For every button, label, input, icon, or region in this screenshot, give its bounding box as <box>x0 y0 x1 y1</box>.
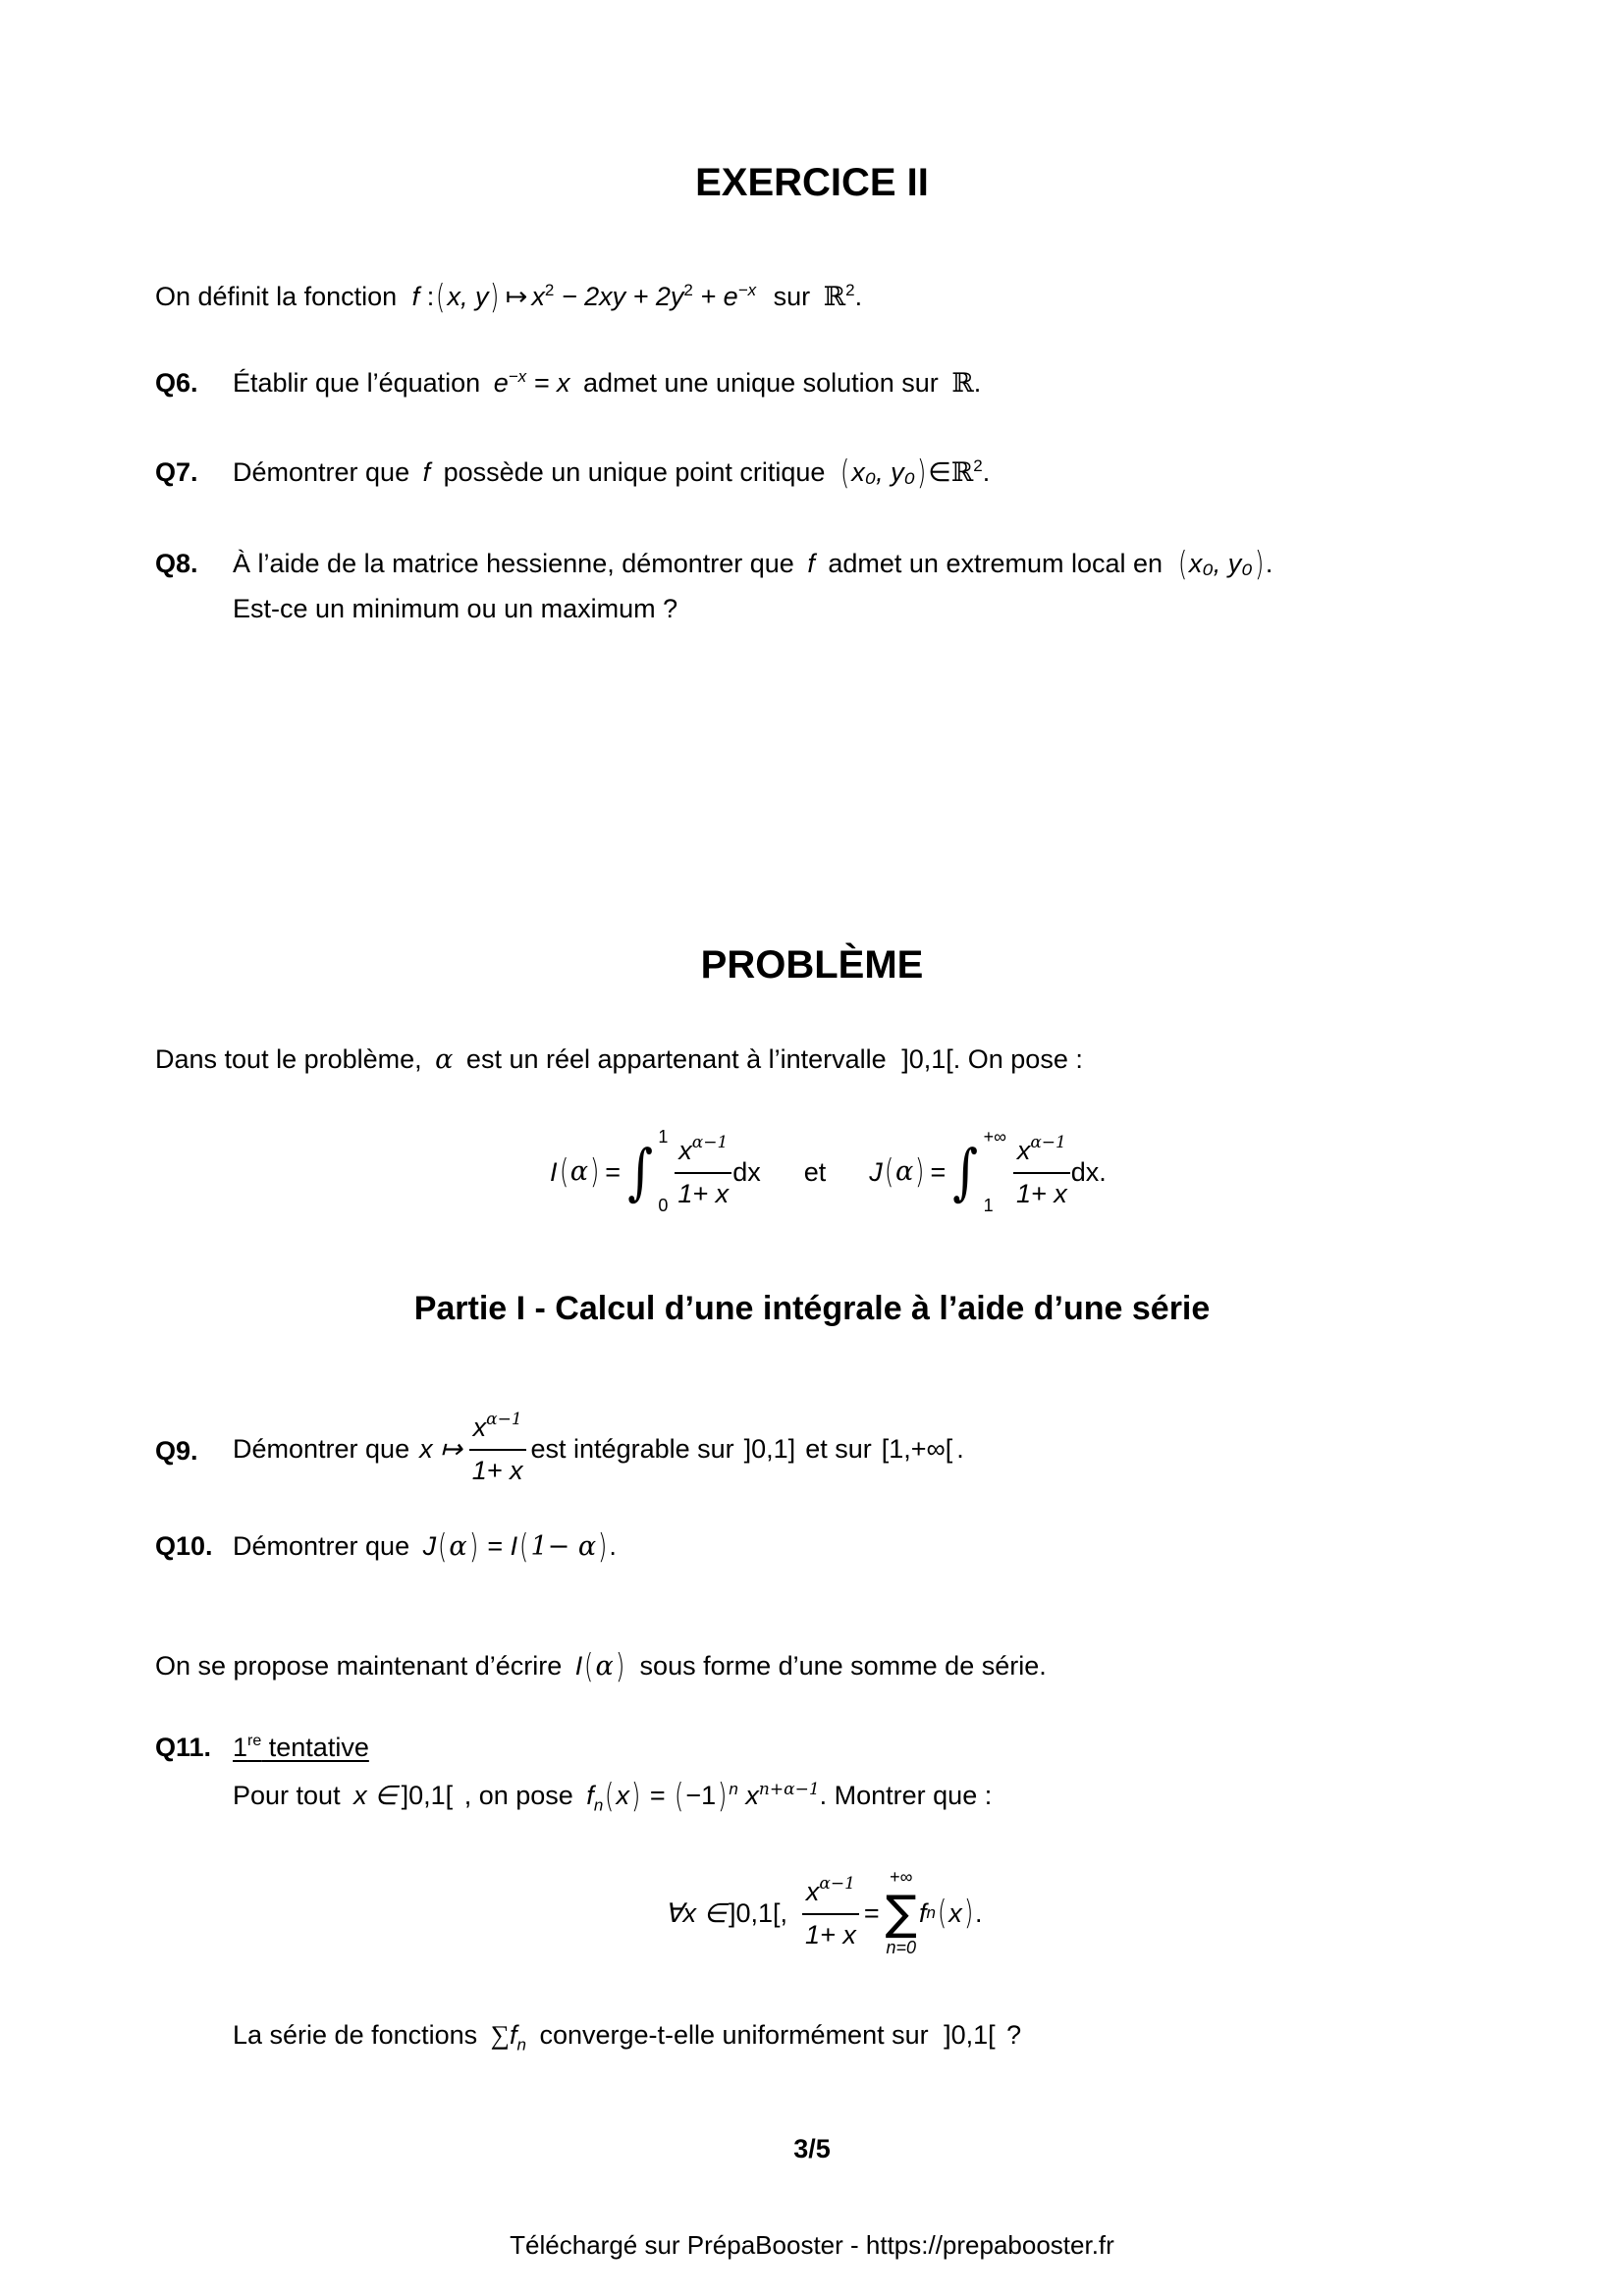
exponent: 2 <box>845 281 855 299</box>
question-q8 <box>233 545 1273 584</box>
math-argument: 1− α <box>530 1531 597 1562</box>
exponent: 2 <box>683 281 693 299</box>
math-x: x <box>678 1136 692 1166</box>
interval: ]0,1[ <box>901 1044 953 1074</box>
period: . <box>1265 549 1273 578</box>
paren-close: ) <box>590 1152 600 1192</box>
q11-question <box>233 2019 1022 2055</box>
intro-text: est un réel appartenant à l’intervalle <box>465 1044 887 1074</box>
math-x-in: x ∈ <box>353 1781 398 1810</box>
transition-text-b: sous forme d’une somme de série. <box>639 1651 1047 1681</box>
exercise-title: EXERCICE II <box>695 161 929 204</box>
fraction <box>1012 1135 1071 1208</box>
element-of-symbol: ∈ <box>928 457 951 487</box>
denominator: 1+ x <box>805 1919 856 1949</box>
question-q8-line2: Est-ce un minimum ou un maximum ? <box>233 594 678 623</box>
math-e: e <box>493 368 509 398</box>
question-text: possède un unique point critique <box>443 457 826 487</box>
math-f: f <box>422 457 431 487</box>
math-expr: − 2xy + 2y <box>554 282 684 311</box>
real-set-symbol: ℝ <box>951 368 974 399</box>
equals-sign: = <box>605 1156 622 1187</box>
question-label-q8: Q8. <box>155 549 198 578</box>
ordinal-suffix: re <box>247 1733 262 1749</box>
exponent: α−1 <box>486 1410 522 1430</box>
numerator <box>469 1412 526 1450</box>
period: . <box>973 368 982 398</box>
math-x: x <box>531 282 545 311</box>
paren-close: ) <box>718 1777 728 1816</box>
page-number: 3/5 <box>793 2134 831 2163</box>
fraction <box>468 1412 527 1485</box>
math-point: x₀, y₀ <box>851 457 915 487</box>
integral-sign: ∫ <box>627 1136 654 1207</box>
question-q6 <box>233 367 981 400</box>
math-alpha: α <box>595 1651 614 1682</box>
math-x: x <box>616 1781 630 1810</box>
question-text: admet un extremum local en <box>828 549 1164 578</box>
math-I: I <box>550 1156 558 1187</box>
paren-open: ( <box>839 454 850 493</box>
problem-intro <box>155 1043 1083 1076</box>
transition-text-a: On se propose maintenant d’écrire <box>155 1651 563 1681</box>
math-eq: = x <box>526 368 570 398</box>
math-f: f <box>586 1781 594 1810</box>
equals-sign: = <box>479 1531 511 1561</box>
sum-lower-bound: n=0 <box>886 1938 917 1958</box>
real-set-symbol: ℝ <box>950 457 974 488</box>
question-text: Démontrer que <box>233 1433 410 1464</box>
forall-x-in: ∀x ∈ <box>665 1897 727 1928</box>
lower-limit: 0 <box>658 1196 669 1216</box>
math-f: f <box>918 1897 927 1928</box>
question-text: , on pose <box>463 1781 573 1810</box>
period: . <box>854 282 863 311</box>
period: . <box>609 1531 617 1561</box>
summation <box>886 1867 917 1959</box>
numerator <box>675 1135 731 1173</box>
paren-close: ) <box>615 1647 625 1686</box>
question-label-q11: Q11. <box>155 1733 212 1762</box>
math-J: J <box>422 1531 437 1561</box>
exponent: −x <box>737 281 757 299</box>
integral-definitions <box>550 1119 1107 1225</box>
denominator: 1+ x <box>677 1178 730 1208</box>
paren-close: ) <box>1254 545 1264 584</box>
math-x: x <box>948 1897 962 1928</box>
exponent: α−1 <box>691 1133 729 1153</box>
math-x: x <box>1016 1136 1031 1166</box>
question-q7 <box>233 454 991 493</box>
paren-open: ( <box>605 1777 615 1816</box>
exercise-intro <box>155 278 863 317</box>
sigma-symbol: ∑ <box>490 2020 510 2050</box>
paren-open: ( <box>884 1152 894 1192</box>
paren-open: ( <box>675 1777 684 1816</box>
intro-text: On définit la fonction <box>155 282 398 311</box>
exponent: 2 <box>973 456 983 475</box>
math-I: I <box>510 1531 518 1561</box>
upper-limit: 1 <box>658 1127 669 1147</box>
heading-text: tentative <box>261 1733 369 1762</box>
interval: ]0,1] <box>743 1433 796 1464</box>
upper-limit: +∞ <box>983 1127 1006 1147</box>
mapsto-symbol: ↦ <box>505 282 528 311</box>
real-set-symbol: ℝ <box>823 282 846 312</box>
q11-heading <box>233 1732 369 1763</box>
math-colon: : <box>419 282 435 311</box>
paren-open: ( <box>519 1527 529 1567</box>
question-label-q10: Q10. <box>155 1531 213 1561</box>
math-x: x <box>472 1413 487 1443</box>
question-text: est intégrable sur <box>530 1433 734 1464</box>
differential: dx. <box>1070 1156 1107 1187</box>
integral-limits <box>658 1127 668 1217</box>
question-label-q7: Q7. <box>155 457 198 487</box>
exponent: n <box>729 1780 738 1798</box>
fraction <box>674 1135 732 1208</box>
exponent: α−1 <box>819 1874 855 1895</box>
question-text: Pour tout <box>233 1781 341 1810</box>
paren-open: ( <box>584 1647 594 1686</box>
denominator: 1+ x <box>1015 1178 1067 1208</box>
question-text: Démontrer que <box>233 457 410 487</box>
question-q9 <box>233 1396 964 1502</box>
paren-close: ) <box>468 1527 478 1567</box>
integral-sign: ∫ <box>952 1136 979 1207</box>
period: . <box>956 1433 964 1464</box>
equals-sign: = <box>930 1156 947 1187</box>
paren-close: ) <box>598 1527 608 1567</box>
question-label-q9: Q9. <box>155 1436 198 1466</box>
paren-open: ( <box>559 1152 568 1192</box>
paren-open: ( <box>436 278 446 317</box>
math-exp: + e <box>692 282 738 311</box>
integral-limits <box>984 1127 1006 1217</box>
exponent: n+α−1 <box>758 1780 820 1799</box>
question-mark: ? <box>999 2020 1022 2050</box>
numerator <box>1013 1135 1070 1173</box>
math-alpha: α <box>569 1155 589 1187</box>
math-f: f <box>807 549 815 578</box>
fraction <box>801 1876 860 1949</box>
equals-sign: = <box>642 1781 674 1810</box>
transition-text <box>155 1647 1047 1686</box>
math-alpha: α <box>895 1155 914 1187</box>
differential: dx <box>732 1156 761 1187</box>
paren-close: ) <box>963 1894 973 1933</box>
interval: ]0,1[, <box>729 1897 788 1928</box>
exponent: 2 <box>544 281 555 299</box>
intro-text: Dans tout le problème, <box>155 1044 422 1074</box>
question-q10 <box>233 1527 617 1567</box>
question-text: À l’aide de la matrice hessienne, démontrer que <box>233 549 794 578</box>
math-alpha: α <box>435 1044 454 1075</box>
question-text: converge-t-elle uniformément sur <box>539 2020 929 2050</box>
intro-sur: sur <box>773 282 811 311</box>
series-equation: ∀x ∈ ]0,1[, $\frac{x^{\alpha-1}}{1+ x}$ = +∞ ∑ n=0 f n ( x ) . <box>665 1867 983 1958</box>
interval: ]0,1[ <box>401 1781 454 1810</box>
question-text: La série de fonctions <box>233 2020 478 2050</box>
paren-close: ) <box>631 1777 641 1816</box>
exponent: −x <box>508 367 527 386</box>
part-title: Partie I - Calcul d’une intégrale à l’aide d’une série <box>413 1290 1211 1327</box>
intro-text: . On pose : <box>952 1044 1083 1074</box>
math-map: x ↦ <box>419 1433 462 1464</box>
paren-close: ) <box>916 454 927 493</box>
subscript: n <box>516 2035 526 2055</box>
question-text: Démontrer que <box>233 1531 410 1561</box>
math-alpha: α <box>449 1531 467 1562</box>
conjunction-et: et <box>803 1156 827 1187</box>
q11-definition <box>233 1777 993 1816</box>
math-f: f <box>411 282 420 311</box>
math-x: x <box>805 1877 820 1907</box>
sum-upper-bound: +∞ <box>890 1867 913 1888</box>
denominator: 1+ x <box>471 1455 523 1485</box>
math-J: J <box>869 1156 883 1187</box>
period: . <box>974 1897 983 1928</box>
problem-title: PROBLÈME <box>700 943 924 987</box>
math-f: f <box>509 2020 517 2050</box>
math-minus-one: −1 <box>685 1781 717 1810</box>
heading-number: 1 <box>233 1733 248 1762</box>
math-xy: x, y <box>447 282 489 311</box>
question-text: . Montrer que : <box>819 1781 993 1810</box>
subscript: n <box>593 1795 604 1815</box>
paren-open: ( <box>1177 545 1187 584</box>
paren-open: ( <box>438 1527 448 1567</box>
footer-download-notice: Téléchargé sur PrépaBooster - https://prepabooster.fr <box>510 2230 1114 2260</box>
paren-close: ) <box>915 1152 925 1192</box>
math-point: x₀, y₀ <box>1188 549 1253 578</box>
exponent: α−1 <box>1030 1133 1066 1153</box>
paren-close: ) <box>490 278 500 317</box>
question-text: Établir que l’équation <box>233 368 481 398</box>
question-text: et sur <box>805 1433 872 1464</box>
question-text: admet une unique solution sur <box>582 368 939 398</box>
sigma-symbol: ∑ <box>885 1885 917 1941</box>
period: . <box>982 457 991 487</box>
question-label-q6: Q6. <box>155 368 198 398</box>
paren-open: ( <box>937 1894 947 1933</box>
lower-limit: 1 <box>983 1196 994 1216</box>
numerator <box>802 1876 859 1914</box>
interval: ]0,1[ <box>944 2020 996 2050</box>
math-x: x <box>737 1781 759 1810</box>
math-I: I <box>574 1651 583 1681</box>
equals-sign: = <box>863 1897 880 1928</box>
interval: [1,+∞[ <box>881 1433 953 1464</box>
